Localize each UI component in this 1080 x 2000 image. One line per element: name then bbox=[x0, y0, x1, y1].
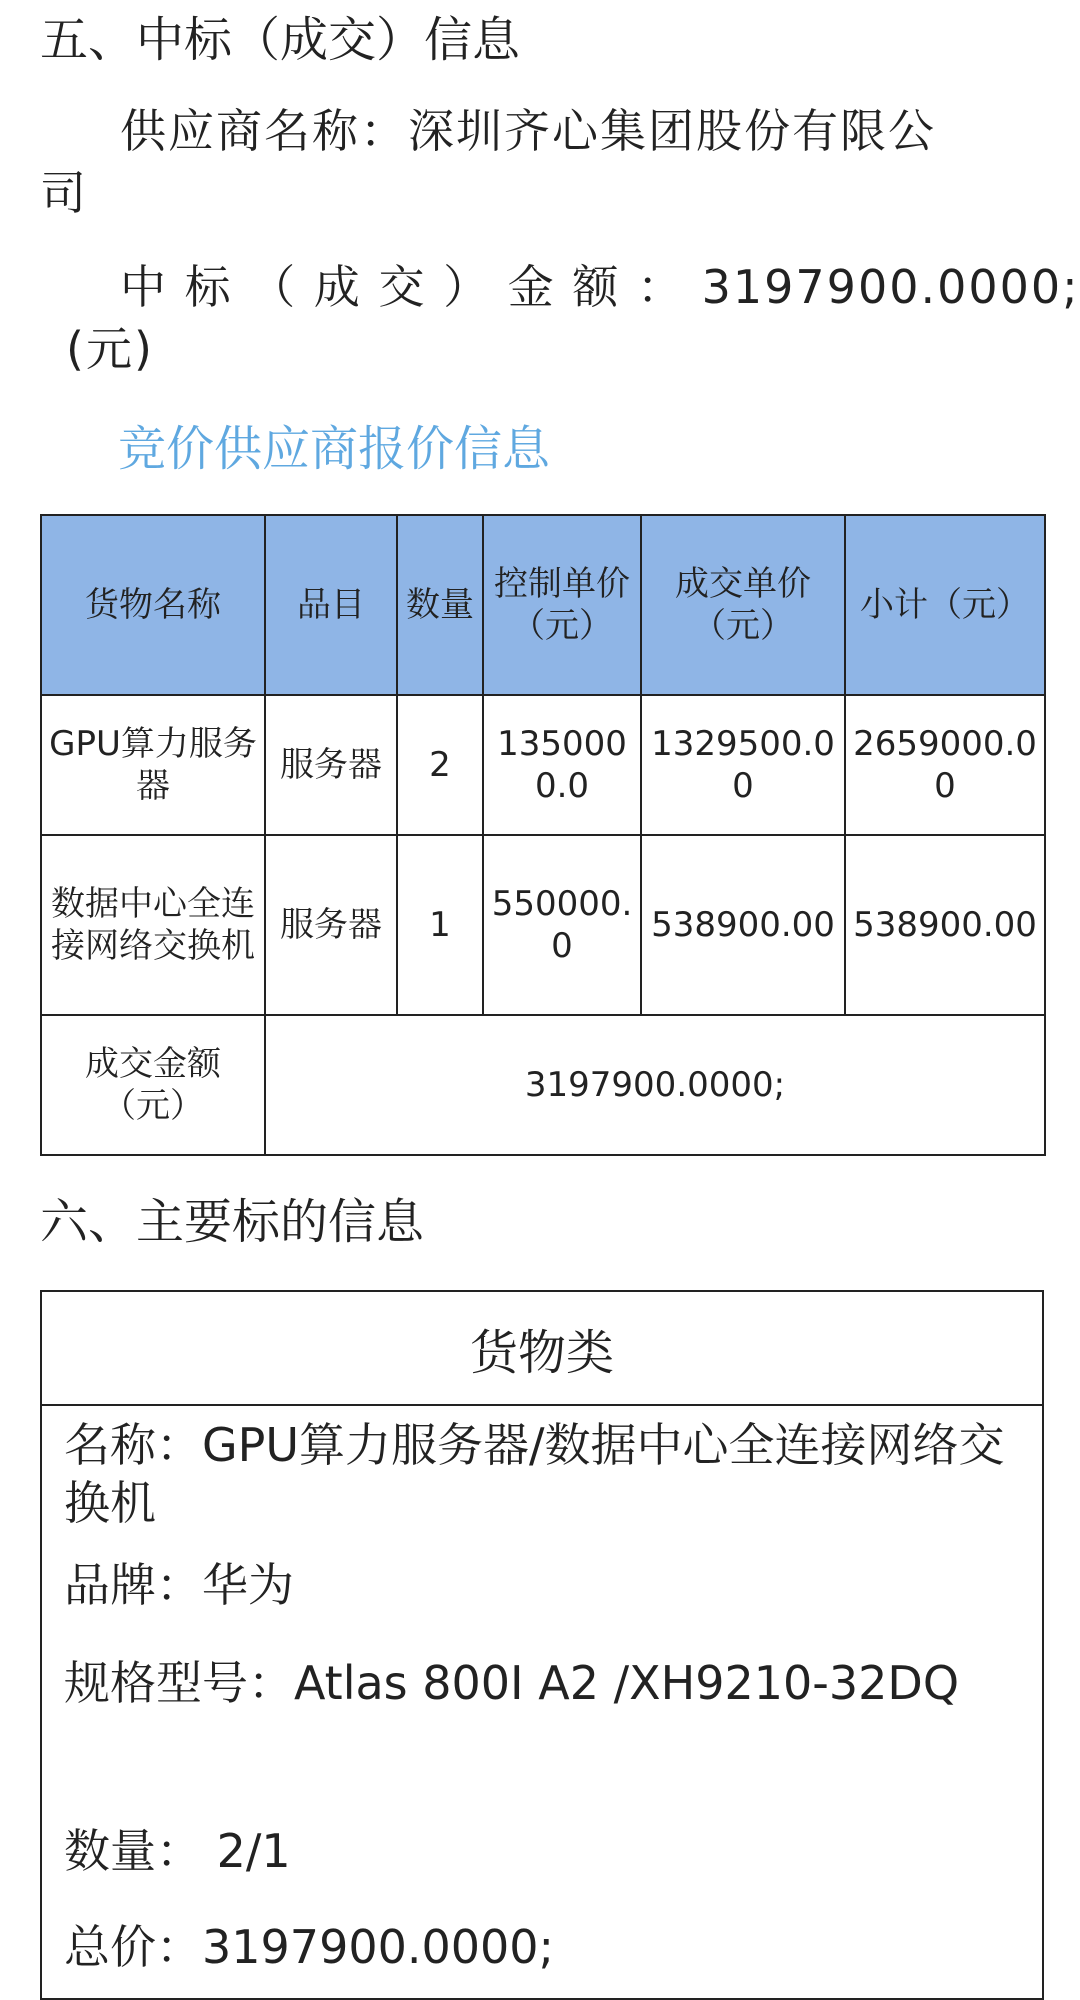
amount-value: 3197900.0000; bbox=[701, 260, 1080, 314]
cell-total-value: 3197900.0000; bbox=[265, 1015, 1045, 1155]
supplier-line bbox=[120, 100, 936, 162]
cell-goods-name: GPU算力服务器 bbox=[41, 695, 265, 835]
header-subtotal: 小计（元） bbox=[845, 515, 1045, 695]
bid-table-header bbox=[41, 515, 1045, 695]
cell-subtotal: 2659000.00 bbox=[845, 695, 1045, 835]
table-row bbox=[41, 835, 1045, 1015]
goods-model-line: 规格型号：Atlas 800I A2 /XH9210-32DQ bbox=[64, 1656, 960, 1710]
section5-title: 五、中标（成交）信息 bbox=[40, 12, 521, 68]
bid-table bbox=[40, 514, 1046, 1156]
amount-line bbox=[120, 256, 1080, 318]
amount-unit: (元) bbox=[66, 322, 154, 376]
cell-qty: 2 bbox=[397, 695, 483, 835]
supplier-name-wrap: 司 bbox=[40, 166, 88, 220]
header-goods-name: 货物名称 bbox=[41, 515, 265, 695]
bid-info-link[interactable]: 竞价供应商报价信息 bbox=[118, 421, 551, 477]
cell-category: 服务器 bbox=[265, 835, 397, 1015]
cell-control-price: 1350000.0 bbox=[483, 695, 641, 835]
cell-total-label: 成交金额（元） bbox=[41, 1015, 265, 1155]
header-category: 品目 bbox=[265, 515, 397, 695]
cell-goods-name: 数据中心全连接网络交换机 bbox=[41, 835, 265, 1015]
goods-name-line: 名称：GPU算力服务器/数据中心全连接网络交换机 bbox=[64, 1418, 1005, 1530]
header-deal-price: 成交单价（元） bbox=[641, 515, 845, 695]
amount-label: 中 标 （ 成 交 ） 金 额 ： bbox=[120, 260, 685, 314]
goods-type-header: 货物类 bbox=[42, 1292, 1042, 1406]
cell-control-price: 550000.0 bbox=[483, 835, 641, 1015]
table-total-row bbox=[41, 1015, 1045, 1155]
supplier-label: 供应商名称： bbox=[120, 104, 408, 158]
cell-subtotal: 538900.00 bbox=[845, 835, 1045, 1015]
supplier-name: 深圳齐心集团股份有限公 bbox=[408, 104, 936, 158]
section6-title: 六、主要标的信息 bbox=[40, 1194, 425, 1250]
goods-qty-line: 数量： 2/1 bbox=[64, 1824, 291, 1878]
cell-qty: 1 bbox=[397, 835, 483, 1015]
cell-deal-price: 1329500.00 bbox=[641, 695, 845, 835]
cell-category: 服务器 bbox=[265, 695, 397, 835]
goods-brand-line: 品牌：华为 bbox=[64, 1558, 294, 1612]
header-qty: 数量 bbox=[397, 515, 483, 695]
goods-total-line: 总价：3197900.0000; bbox=[64, 1920, 555, 1974]
goods-info-box bbox=[40, 1290, 1044, 2000]
table-row bbox=[41, 695, 1045, 835]
header-control-price: 控制单价（元） bbox=[483, 515, 641, 695]
cell-deal-price: 538900.00 bbox=[641, 835, 845, 1015]
